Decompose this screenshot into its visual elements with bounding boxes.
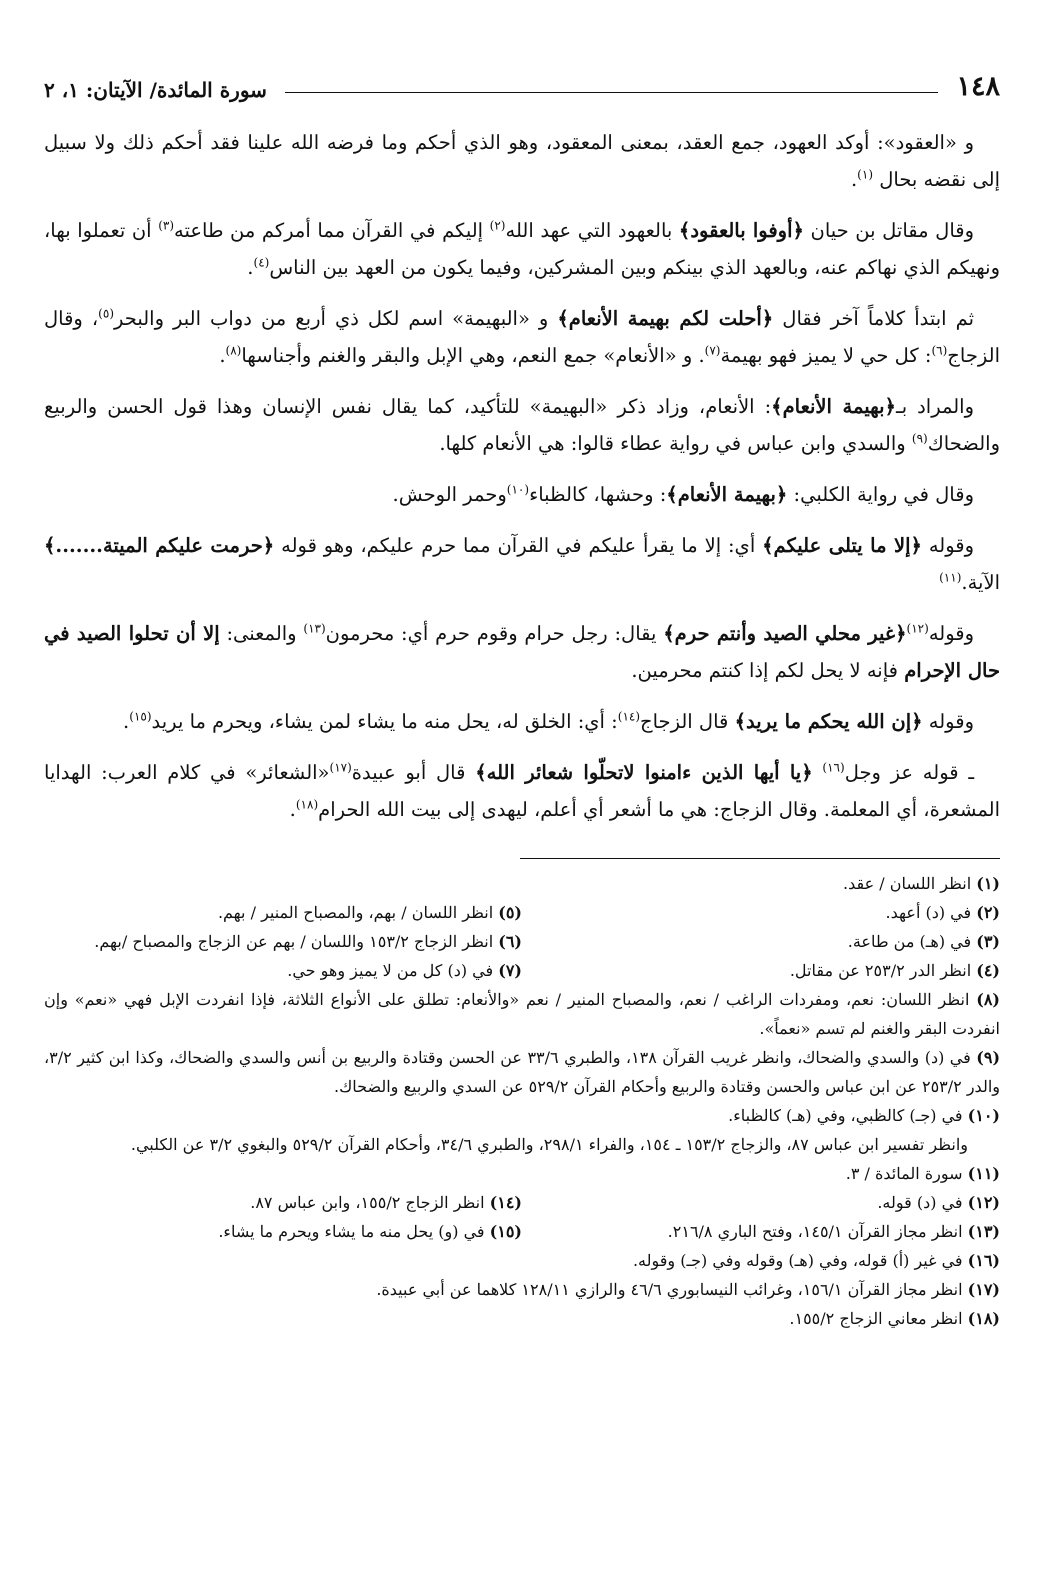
footnote-ref: (١٧) <box>329 760 352 775</box>
quran-quote: ﴿بهيمة الأنعام﴾ <box>771 395 896 418</box>
footnote-text: انظر الزجاج ١٥٣/٢ واللسان / بهم عن الزجاج والمصباح /بهم. <box>94 932 494 951</box>
paragraph-9 <box>44 754 1000 828</box>
footnote-2 <box>522 898 1000 927</box>
text-span: والمراد بـ <box>895 395 975 418</box>
footnote-row <box>44 898 1000 927</box>
footnote-8 <box>44 985 1000 1043</box>
footnote-number: (٩) <box>976 1048 1001 1067</box>
footnote-ref: (١٤) <box>617 709 641 724</box>
text-span: : وحشها، كالظباء <box>529 483 667 506</box>
footnote-number: (١٢) <box>967 1193 1000 1212</box>
footnote-number: (٦) <box>498 932 522 951</box>
footnote-text: انظر مجاز القرآن ١٤٥/١، وفتح الباري ٢١٦/٨. <box>667 1222 963 1241</box>
footnote-10 <box>44 1101 1000 1130</box>
footnote-text: انظر معاني الزجاج ١٥٥/٢. <box>789 1309 963 1328</box>
footnote-ref: (٣) <box>158 218 175 233</box>
footnote-text: في (د) قوله. <box>877 1193 963 1212</box>
text-span: وحمر الوحش. <box>392 483 507 506</box>
text-span: ـ قوله عز وجل <box>844 761 975 784</box>
footnote-row <box>44 1217 1000 1246</box>
footnote-ref: (٤) <box>253 255 270 270</box>
footnote-ref: (١٨) <box>295 797 319 812</box>
quran-quote: ﴿أوفوا بالعقود﴾ <box>678 219 804 242</box>
quran-quote: ﴿غير محلي الصيد وأنتم حرم﴾ <box>663 622 907 645</box>
footnote-11 <box>44 1159 1000 1188</box>
footnote-number: (١٥) <box>489 1222 522 1241</box>
text-span: وقال مقاتل بن حيان <box>810 219 975 242</box>
text-span: وقوله <box>928 622 975 645</box>
footnote-text: انظر مجاز القرآن ١٥٦/١، وغرائب النيسابوري ٤٦/٦ والرازي ١٢٨/١١ كلاهما عن أبي عبيدة. <box>376 1280 963 1299</box>
footnote-separator <box>520 858 1000 859</box>
paragraph-3 <box>44 300 1000 374</box>
paragraph-8 <box>44 703 1000 740</box>
footnote-number: (٥) <box>498 903 522 922</box>
footnote-18 <box>44 1304 1000 1333</box>
footnote-ref: (١٣) <box>303 621 326 636</box>
footnote-text: في (د) والسدي والضحاك، وانظر غريب القرآن ١٣٨، والطبري ٣٣/٦ عن الحسن وقتادة والربيع بن أنس والسدي والضحاك، وكذا ابن كثير ٣/٢، والدر ٢٥٣/٢ عن ابن عباس والحسن وقتادة والربيع وأحكام القرآن ٥٢٩/٢ عن السدي والربيع والضحاك. <box>44 1048 1000 1096</box>
footnote-ref: (٨) <box>225 343 242 358</box>
footnote-number: (٤) <box>976 961 1000 980</box>
text-span: بالعهود التي عهد الله <box>505 219 673 242</box>
quran-quote: ﴿إلا ما يتلى عليكم﴾ <box>762 534 922 557</box>
footnote-text: انظر الزجاج ١٥٥/٢، وابن عباس ٨٧. <box>250 1193 485 1212</box>
paragraph-1 <box>44 124 1000 198</box>
footnote-13 <box>522 1217 1000 1246</box>
text-span: والسدي وابن عباس في رواية عطاء قالوا: هي الأنعام كلها. <box>439 432 906 455</box>
footnote-ref: (٢) <box>489 218 506 233</box>
footnote-5 <box>44 898 522 927</box>
text-span: و «البهيمة» اسم لكل ذي أربع من دواب البر والبحر <box>114 307 549 330</box>
footnote-6 <box>44 927 522 956</box>
text-span: «الشعائر» في كلام العرب: الهدايا المشعرة، أي المعلمة. وقال الزجاج: هي ما أشعر أي أعلم، ليهدى إلى بيت الله الحرام <box>44 761 1000 821</box>
text-span: . <box>289 798 296 821</box>
page-number: ١٤٨ <box>956 71 1000 102</box>
text-span: قال أبو عبيدة <box>351 761 466 784</box>
footnote-text: انظر اللسان / عقد. <box>843 874 972 893</box>
paragraph-6 <box>44 527 1000 601</box>
footnote-number: (٢) <box>976 903 1000 922</box>
footnote-number: (١٤) <box>489 1193 522 1212</box>
main-text <box>44 124 1000 828</box>
header-rule <box>285 92 939 93</box>
footnote-ref: (١١) <box>939 570 962 585</box>
text-span: . <box>123 710 130 733</box>
text-span: وقوله <box>928 534 975 557</box>
footnote-number: (٣) <box>976 932 1000 951</box>
footnote-17 <box>44 1275 1000 1304</box>
footnote-ref: (٧) <box>704 343 721 358</box>
footnote-9 <box>44 1043 1000 1101</box>
footnote-number: (١٧) <box>967 1280 1000 1299</box>
footnote-12 <box>522 1188 1000 1217</box>
quran-quote: ﴿يا أيها الذين ءامنوا لاتحلّوا شعائر الله﴾ <box>475 761 813 784</box>
footnote-text: في (جـ) كالظبي، وفي (هـ) كالظباء. <box>728 1106 963 1125</box>
footnote-ref: (١٥) <box>129 709 152 724</box>
text-span: . و «الأنعام» جمع النعم، وهي الإبل والبقر والغنم وأجناسها <box>241 344 705 367</box>
footnote-number: (٨) <box>976 990 1000 1009</box>
emphasis-text: إلا أن تحلوا الصيد في حال الإحرام <box>44 622 1000 682</box>
footnote-row <box>44 927 1000 956</box>
footnote-4 <box>522 956 1000 985</box>
footnotes <box>44 869 1000 1333</box>
footnote-number: (٧) <box>498 961 522 980</box>
paragraph-4 <box>44 388 1000 462</box>
footnote-15 <box>44 1217 522 1246</box>
text-span: و «العقود»: أوكد العهود، جمع العقد، بمعنى المعقود، وهو الذي أحكم وما فرضه الله علينا فقد أحكم ذلك ولا سبيل إلى نقضه بحال <box>44 131 1000 191</box>
footnote-14 <box>44 1188 522 1217</box>
footnote-10-continued <box>44 1130 1000 1159</box>
footnote-ref: (٦) <box>931 343 948 358</box>
footnote-number: (١١) <box>967 1164 1000 1183</box>
running-title: سورة المائدة/ الآيتان: ١، ٢ <box>44 78 267 102</box>
footnote-text: انظر اللسان / بهم، والمصباح المنير / بهم. <box>217 903 494 922</box>
paragraph-2 <box>44 212 1000 286</box>
quran-quote: ﴿بهيمة الأنعام﴾ <box>666 483 788 506</box>
page-header <box>44 64 1000 100</box>
footnote-number: (١) <box>976 874 1000 893</box>
quran-quote: ﴿حرمت عليكم الميتة.......﴾ <box>44 534 275 557</box>
text-span: : الأنعام، وزاد ذكر «البهيمة» للتأكيد، كما يقال نفس الإنسان وهذا قول الحسن والربيع والضحاك <box>44 395 1000 455</box>
footnote-number: (١٨) <box>967 1309 1000 1328</box>
quran-quote: ﴿إن الله يحكم ما يريد﴾ <box>734 710 923 733</box>
footnote-16 <box>44 1246 1000 1275</box>
text-span: الآية. <box>961 571 1000 594</box>
footnote-3 <box>522 927 1000 956</box>
footnote-text: انظر اللسان: نعم، ومفردات الراغب / نعم، والمصباح المنير / نعم «والأنعام: تطلق على الأنواع الثلاثة، فإذا انفردت الإبل فهي «نعم» وإن انفردت البقر والغنم لم تسم «نعماً». <box>44 990 1000 1038</box>
quran-quote: ﴿أحلت لكم بهيمة الأنعام﴾ <box>557 307 774 330</box>
footnote-row <box>44 956 1000 985</box>
footnote-text: في (و) يحل منه ما يشاء ويحرم ما يشاء. <box>218 1222 485 1241</box>
text-span: يقال: رجل حرام وقوم حرم أي: محرمون <box>325 622 657 645</box>
footnote-text: سورة المائدة / ٣. <box>845 1164 963 1183</box>
footnote-number: (١٣) <box>967 1222 1000 1241</box>
footnote-text: في (هـ) من طاعة. <box>847 932 972 951</box>
footnote-ref: (١) <box>857 167 873 182</box>
text-span: وقوله <box>928 710 974 733</box>
footnote-text: في غير (أ) قوله، وفي (هـ) وقوله وفي (جـ) وقوله. <box>632 1251 963 1270</box>
footnote-ref: (٥) <box>98 306 114 321</box>
footnote-number: (١٦) <box>967 1251 1000 1270</box>
text-span: أي: إلا ما يقرأ عليكم في القرآن مما حرم عليكم، وهو قوله <box>281 534 756 557</box>
text-span: . <box>219 344 226 367</box>
text-span: إليكم في القرآن مما أمركم من طاعته <box>174 219 484 242</box>
text-span: . <box>247 256 254 279</box>
text-span: . <box>850 168 858 191</box>
footnote-7 <box>44 956 522 985</box>
footnote-ref: (١٠) <box>506 482 530 497</box>
paragraph-7 <box>44 615 1000 689</box>
text-span: : أي: الخلق له، يحل منه ما يشاء لمن يشاء، ويحرم ما يريد <box>151 710 618 733</box>
text-span: فإنه لا يحل لكم إذا كنتم محرمين. <box>631 659 898 682</box>
text-span: والمعنى: <box>226 622 297 645</box>
text-span: أن تعملوا بها، ونهيكم الذي نهاكم عنه، وبالعهد الذي بينكم وبين المشركين، وفيما يكون من العهد بين الناس <box>44 219 1000 279</box>
text-span: قال الزجاج <box>640 710 729 733</box>
footnote-ref: (٩) <box>911 431 928 446</box>
footnote-row <box>44 1188 1000 1217</box>
footnote-1 <box>44 869 1000 898</box>
text-span: ثم ابتدأ كلاماً آخر فقال <box>782 307 975 330</box>
footnote-text: في (د) أعهد. <box>885 903 972 922</box>
footnote-text: انظر الدر ٢٥٣/٢ عن مقاتل. <box>789 961 972 980</box>
text-span: وقال في رواية الكلبي: <box>793 483 974 506</box>
text-span: ، وقال الزجاج <box>44 307 1000 367</box>
paragraph-5 <box>44 476 1000 513</box>
footnote-ref: (١٢) <box>906 621 929 636</box>
footnote-text: في (د) كل من لا يميز وهو حي. <box>287 961 494 980</box>
footnote-number: (١٠) <box>967 1106 1000 1125</box>
text-span: : كل حي لا يميز فهو بهيمة <box>720 344 932 367</box>
footnote-text: وانظر تفسير ابن عباس ٨٧، والزجاج ١٥٣/٢ ـ ١٥٤، والفراء ٢٩٨/١، والطبري ٣٤/٦، وأحكام القرآن ٥٢٩/٢ والبغوي ٣/٢ عن الكلبي. <box>130 1135 968 1154</box>
footnote-ref: (١٦) <box>822 760 845 775</box>
